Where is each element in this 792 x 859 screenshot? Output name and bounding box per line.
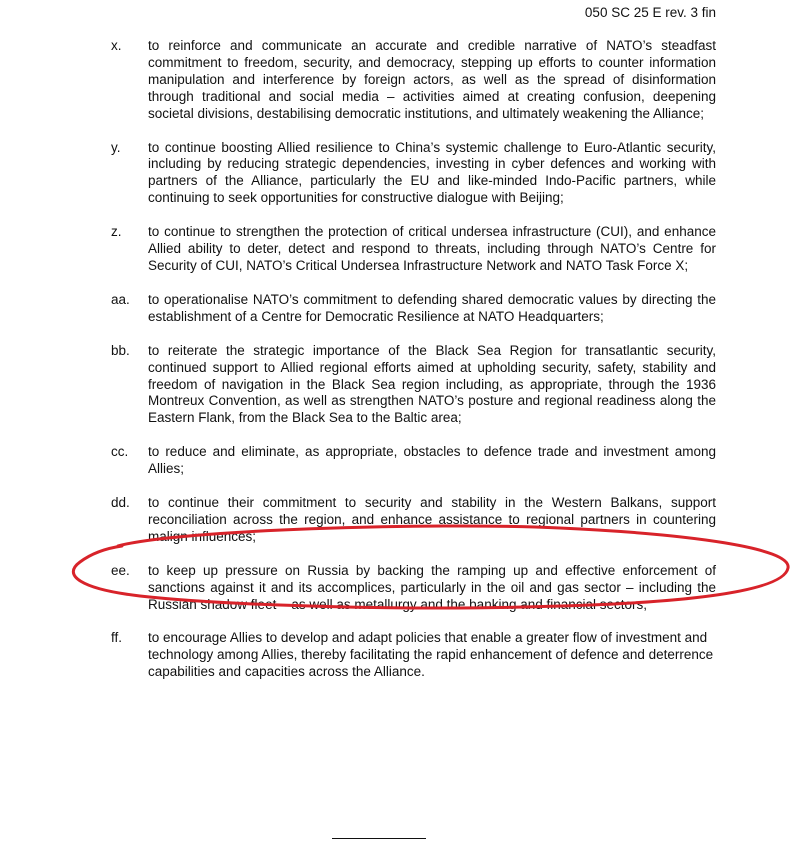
clause-dd [0,495,792,546]
clause-text: to reduce and eliminate, as appropriate, obstacles to defence trade and investment among Allies; [148,444,716,477]
document-reference: 050 SC 25 E rev. 3 fin [584,5,716,20]
clause-label: dd. [111,495,130,511]
clause-ff [0,630,792,681]
clause-bb [0,343,792,428]
clause-text: to continue boosting Allied resilience to China’s systemic challenge to Euro-Atlantic security, including by reducing strategic dependencies, investing in cyber defences and working with partners of the Alliance, particularly the EU and like-minded Indo-Pacific partners, while continuing to seek opportunities for constructive dialogue with Beijing; [148,139,716,206]
clause-list [0,38,792,698]
clause-text: to continue to strengthen the protection of critical undersea infrastructure (CUI), and enhance Allied ability to deter, detect and respond to threats, including through NATO’s Centre for Security of CUI, NATO’s Critical Undersea Infrastructure Network and NATO Task Force X; [148,224,716,273]
clause-label: aa. [111,291,130,307]
clause-cc [0,444,792,478]
clause-label: bb. [111,342,130,358]
clause-text: to keep up pressure on Russia by backing the ramping up and effective enforcement of sanctions against it and its accomplices, particularly in the oil and gas sector – including the Russian shadow fleet – as well as metallurgy and the banking and financial sectors; [148,562,716,612]
clause-label: z. [111,224,122,240]
clause-z [0,224,792,275]
clause-label: y. [111,139,121,155]
clause-label: x. [111,38,122,53]
clause-label: ff. [111,630,123,646]
footer-rule [332,838,426,839]
clause-label: cc. [111,444,129,460]
clause-text: to reinforce and communicate an accurate and credible narrative of NATO’s steadfast commitment to freedom, security, and democracy, stepping up efforts to counter information manipulation and interference by foreign actors, as well as the spread of disinformation through traditional and social media – activities aimed at creating confusion, deepening societal divisions, destabilising democratic institutions, and ultimately weakening the Alliance; [148,38,716,121]
clause-text: to continue their commitment to security and stability in the Western Balkans, support reconciliation across the region, and enhance assistance to regional partners in countering malign influences; [148,495,716,544]
clause-text: to encourage Allies to develop and adapt policies that enable a greater flow of investment and technology among Allies, thereby facilitating the rapid enhancement of defence and deterrence capabilities and capacities across the Alliance. [148,630,714,680]
clause-aa [0,292,792,326]
clause-y [0,140,792,208]
clause-text: to reiterate the strategic importance of the Black Sea Region for transatlantic security, continued support to Allied regional efforts aimed at upholding security, safety, stability and freedom of navigation in the Black Sea region including, as appropriate, through the 1936 Montreux Convention, as well as strengthen NATO’s posture and regional readiness along the Eastern Flank, from the Black Sea to the Baltic area; [148,342,716,426]
clause-label: ee. [111,562,130,578]
clause-x [0,38,792,123]
clause-text: to operationalise NATO’s commitment to defending shared democratic values by directing the establishment of a Centre for Democratic Resilience at NATO Headquarters; [148,291,716,324]
clause-ee [0,563,792,614]
